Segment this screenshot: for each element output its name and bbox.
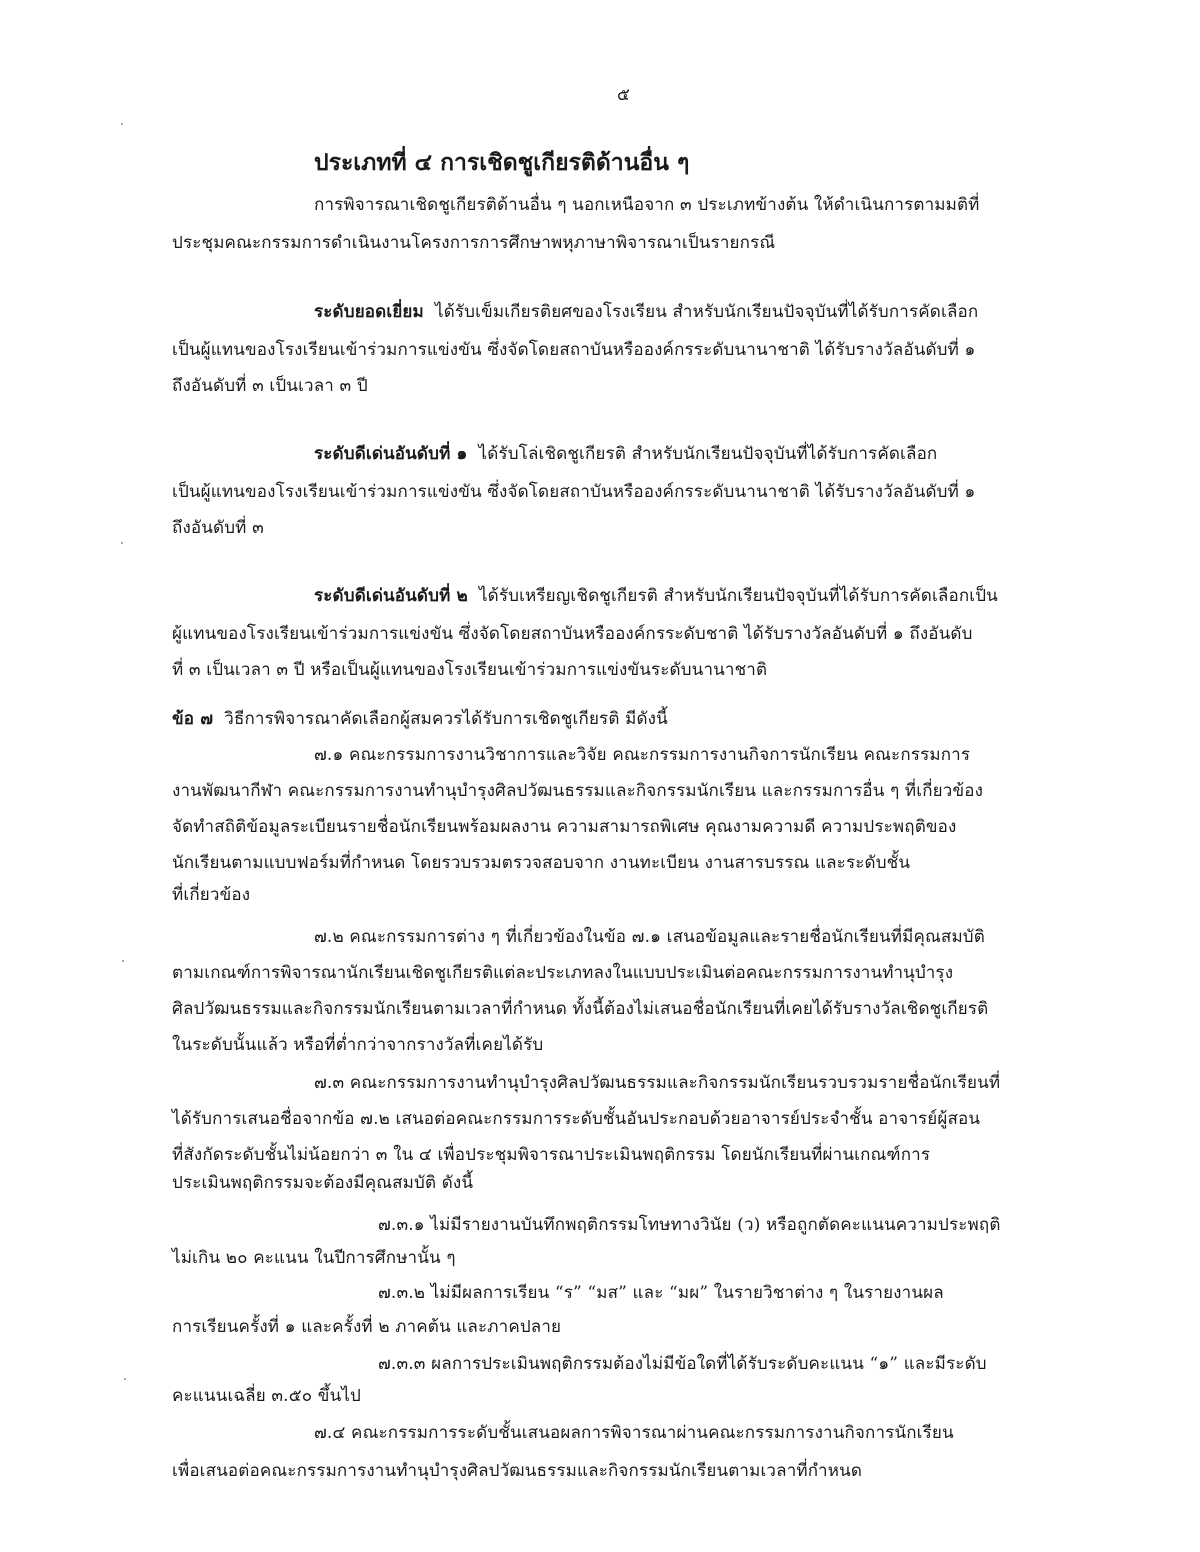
article-7-heading — [172, 705, 668, 733]
item-7-2-line: ตามเกณฑ์การพิจารณานักเรียนเชิดชูเกียรติแต่ละประเภทลงในแบบประเมินต่อคณะกรรมการงานทำนุบำรุง — [172, 963, 954, 983]
article-7-label: ข้อ ๗ — [172, 709, 214, 729]
level-outstanding-1-line: เป็นผู้แทนของโรงเรียนเข้าร่วมการแข่งขัน ซึ่งจัดโดยสถาบันหรือองค์กรระดับนานาชาติ ได้รับรางวัลอันดับที่ ๑ — [172, 482, 976, 502]
section-heading: ประเภทที่ ๔ การเชิดชูเกียรติด้านอื่น ๆ — [314, 149, 690, 176]
item-7-3-2-line: ๗.๓.๒ ไม่มีผลการเรียน “ร” “มส” และ “มผ” ในรายวิชาต่าง ๆ ในรายงานผล — [378, 1283, 944, 1303]
intro-line: ประชุมคณะกรรมการดำเนินงานโครงการการศึกษาพหุภาษาพิจารณาเป็นรายกรณี — [172, 233, 776, 253]
scan-speck — [122, 960, 124, 962]
item-7-1-line: จัดทำสถิติข้อมูลระเบียนรายชื่อนักเรียนพร้อมผลงาน ความสามารถพิเศษ คุณงามความดี ความประพฤติของ — [172, 817, 957, 837]
level-outstanding-1-label: ระดับดีเด่นอันดับที่ ๑ — [314, 444, 468, 464]
scan-speck — [121, 542, 123, 544]
level-excellent-label: ระดับยอดเยี่ยม — [314, 302, 424, 322]
level-outstanding-2-line: ผู้แทนของโรงเรียนเข้าร่วมการแข่งขัน ซึ่งจัดโดยสถาบันหรือองค์กรระดับชาติ ได้รับรางวัลอันดับที่ ๑ ถึงอันดับ — [172, 624, 973, 644]
item-7-3-3-line: คะแนนเฉลี่ย ๓.๕๐ ขึ้นไป — [172, 1386, 361, 1406]
item-7-3-1-line: ไม่เกิน ๒๐ คะแนน ในปีการศึกษานั้น ๆ — [172, 1248, 456, 1268]
item-7-3-3-line: ๗.๓.๓ ผลการประเมินพฤติกรรมต้องไม่มีข้อใดที่ได้รับระดับคะแนน “๑” และมีระดับ — [378, 1354, 987, 1374]
level-outstanding-2-label: ระดับดีเด่นอันดับที่ ๒ — [314, 586, 468, 606]
item-7-3-line: ที่สังกัดระดับชั้นไม่น้อยกว่า ๓ ใน ๔ เพื่อประชุมพิจารณาประเมินพฤติกรรม โดยนักเรียนที่ผ่านเกณฑ์การ — [172, 1145, 931, 1165]
scan-speck — [121, 123, 123, 125]
level-outstanding-2-text: ได้รับเหรียญเชิดชูเกียรติ สำหรับนักเรียนปัจจุบันที่ได้รับการคัดเลือกเป็น — [478, 586, 998, 606]
item-7-3-line: ประเมินพฤติกรรมจะต้องมีคุณสมบัติ ดังนี้ — [172, 1173, 474, 1193]
level-outstanding-1-line: ถึงอันดับที่ ๓ — [172, 518, 264, 538]
item-7-1-line: ๗.๑ คณะกรรมการงานวิชาการและวิจัย คณะกรรมการงานกิจการนักเรียน คณะกรรมการ — [314, 745, 971, 765]
intro-line: การพิจารณาเชิดชูเกียรติด้านอื่น ๆ นอกเหนือจาก ๓ ประเภทข้างต้น ให้ดำเนินการตามมติที่ — [314, 195, 980, 215]
page-number: ๕ — [617, 85, 630, 105]
item-7-1-line: นักเรียนตามแบบฟอร์มที่กำหนด โดยรวบรวมตรวจสอบจาก งานทะเบียน งานสารบรรณ และระดับชั้น — [172, 853, 911, 873]
item-7-1-line: งานพัฒนากีฬา คณะกรรมการงานทำนุบำรุงศิลปวัฒนธรรมและกิจกรรมนักเรียน และกรรมการอื่น ๆ ที่เกี่ยวข้อง — [172, 781, 984, 801]
level-excellent-line — [314, 298, 978, 326]
level-excellent-text: ได้รับเข็มเกียรติยศของโรงเรียน สำหรับนักเรียนปัจจุบันที่ได้รับการคัดเลือก — [435, 302, 979, 322]
level-outstanding-1-line — [314, 440, 937, 468]
item-7-3-line: ๗.๓ คณะกรรมการงานทำนุบำรุงศิลปวัฒนธรรมและกิจกรรมนักเรียนรวบรวมรายชื่อนักเรียนที่ — [314, 1073, 1001, 1093]
item-7-3-1-line: ๗.๓.๑ ไม่มีรายงานบันทึกพฤติกรรมโทษทางวินัย (ว) หรือถูกตัดคะแนนความประพฤติ — [378, 1215, 1001, 1235]
item-7-1-line: ที่เกี่ยวข้อง — [172, 885, 251, 905]
item-7-4-line: ๗.๔ คณะกรรมการระดับชั้นเสนอผลการพิจารณาผ่านคณะกรรมการงานกิจการนักเรียน — [314, 1423, 954, 1443]
scan-speck — [124, 1378, 126, 1380]
item-7-2-line: ในระดับนั้นแล้ว หรือที่ต่ำกว่าจากรางวัลที่เคยได้รับ — [172, 1035, 544, 1055]
item-7-3-line: ได้รับการเสนอชื่อจากข้อ ๗.๒ เสนอต่อคณะกรรมการระดับชั้นอันประกอบด้วยอาจารย์ประจำชั้น อาจารย์ผู้สอน — [172, 1109, 981, 1129]
item-7-2-line: ๗.๒ คณะกรรมการต่าง ๆ ที่เกี่ยวข้องในข้อ ๗.๑ เสนอข้อมูลและรายชื่อนักเรียนที่มีคุณสมบัติ — [314, 927, 985, 947]
level-outstanding-1-text: ได้รับโล่เชิดชูเกียรติ สำหรับนักเรียนปัจจุบันที่ได้รับการคัดเลือก — [478, 444, 938, 464]
article-7-title: วิธีการพิจารณาคัดเลือกผู้สมควรได้รับการเชิดชูเกียรติ มีดังนี้ — [224, 709, 668, 729]
level-outstanding-2-line — [314, 582, 998, 610]
level-excellent-line: เป็นผู้แทนของโรงเรียนเข้าร่วมการแข่งขัน ซึ่งจัดโดยสถาบันหรือองค์กรระดับนานาชาติ ได้รับรางวัลอันดับที่ ๑ — [172, 340, 976, 360]
item-7-4-line: เพื่อเสนอต่อคณะกรรมการงานทำนุบำรุงศิลปวัฒนธรรมและกิจกรรมนักเรียนตามเวลาที่กำหนด — [172, 1461, 863, 1481]
level-outstanding-2-line: ที่ ๓ เป็นเวลา ๓ ปี หรือเป็นผู้แทนของโรงเรียนเข้าร่วมการแข่งขันระดับนานาชาติ — [172, 660, 768, 680]
item-7-3-2-line: การเรียนครั้งที่ ๑ และครั้งที่ ๒ ภาคต้น และภาคปลาย — [172, 1317, 562, 1337]
level-excellent-line: ถึงอันดับที่ ๓ เป็นเวลา ๓ ปี — [172, 376, 368, 396]
item-7-2-line: ศิลปวัฒนธรรมและกิจกรรมนักเรียนตามเวลาที่กำหนด ทั้งนี้ต้องไม่เสนอชื่อนักเรียนที่เคยได้รับรางวัลเชิดชูเกียรติ — [172, 999, 989, 1019]
